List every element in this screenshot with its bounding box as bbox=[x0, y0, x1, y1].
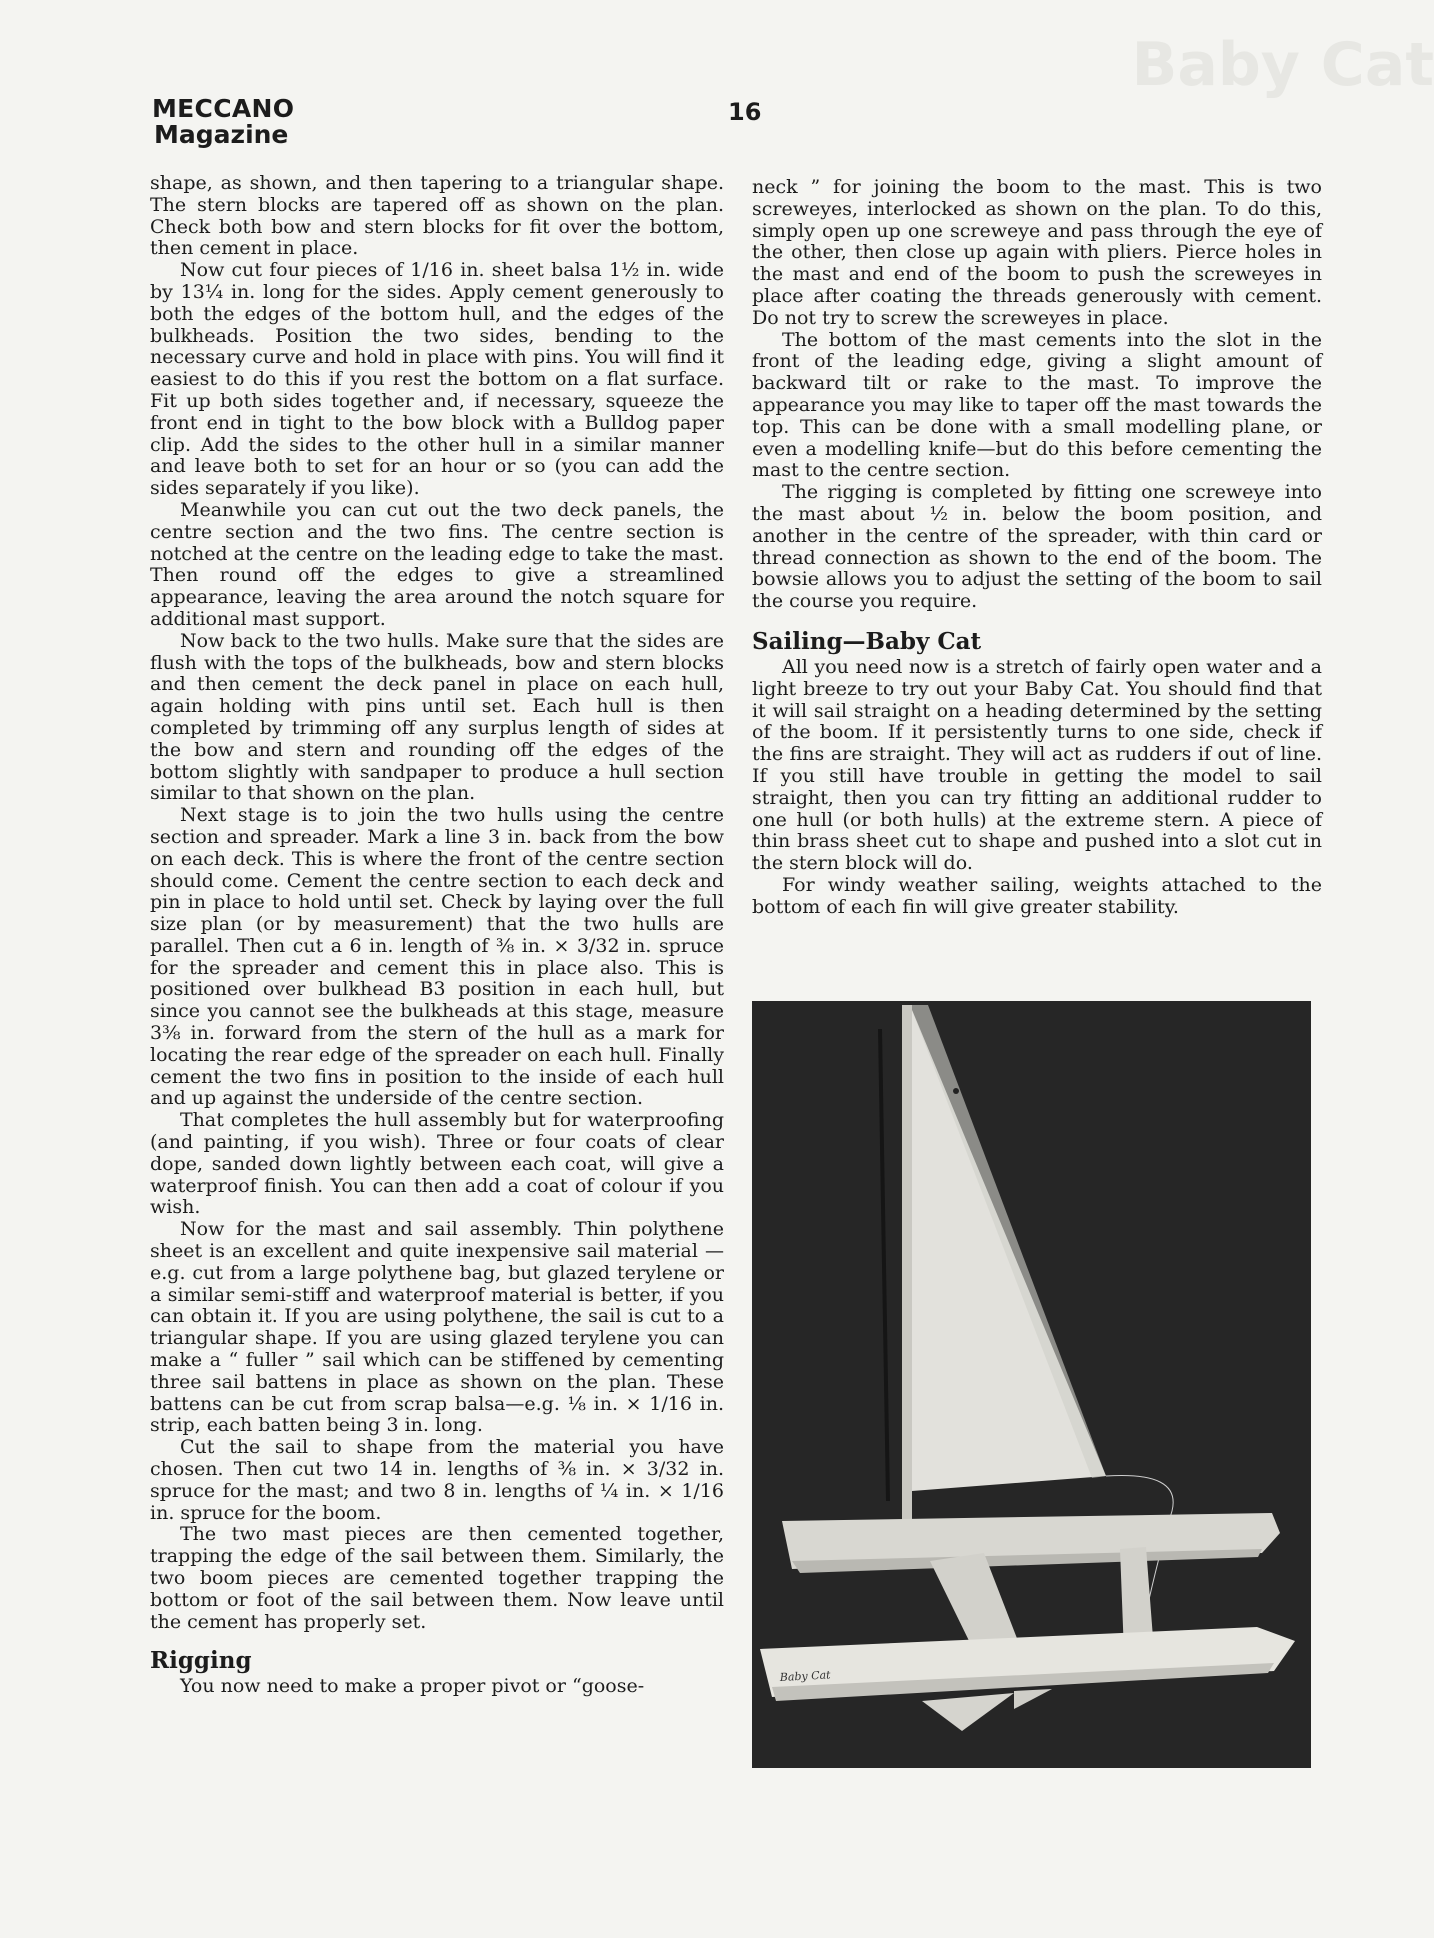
screweye-mark bbox=[953, 1088, 959, 1094]
paragraph: Now cut four pieces of 1/16 in. sheet balsa 1½ in. wide by 13¼ in. long for the sides. Apply cement generously to both the edges of the bottom hull, and the edges of the bulkheads. Position the two sides, bending to the necessary curve and hold in place with pins. You will find it easiest to do this if you rest the bottom on a flat surface. Fit up both sides together and, if necessary, squeeze the front end in tight to the bow block with a Bulldog paper clip. Add the sides to the other hull in a similar manner and leave both to set for an hour or so (you can add the sides separately if you like). bbox=[150, 259, 724, 500]
paragraph: shape, as shown, and then tapering to a triangular shape. The stern blocks are tapered off as shown on the plan. Check both bow and stern blocks for fit over the bottom, then cement in place. bbox=[150, 172, 724, 260]
left-column bbox=[150, 173, 724, 1698]
masthead-subtitle: Magazine bbox=[154, 119, 289, 149]
paragraph: The bottom of the mast cements into the slot in the front of the leading edge, giving a slight amount of backward tilt or rake to the mast. To improve the appearance you may like to taper off the mast towards the top. This can be done with a small modelling plane, or even a modelling knife—but do this before cementing the mast to the centre section. bbox=[752, 328, 1322, 482]
paragraph: The two mast pieces are then cemented together, trapping the edge of the sail between them. Similarly, the two boom pieces are cemented together trapping the bottom or foot of the sail between them. Now leave until the cement has properly set. bbox=[150, 1523, 724, 1633]
paragraph: Now back to the two hulls. Make sure that the sides are flush with the tops of the bulkheads, bow and stern blocks and then cement the deck panel in place on each hull, again holding with pins until set. Each hull is then completed by trimming off any surplus length of sides at the bow and stern and rounding off the edges of the bottom slightly with sandpaper to produce a hull section similar to that shown on the plan. bbox=[150, 629, 724, 805]
section-heading-sailing: Sailing—Baby Cat bbox=[752, 627, 982, 655]
ghost-background-title: Baby Cat bbox=[1131, 30, 1434, 100]
paragraph: You now need to make a proper pivot or “goose- bbox=[180, 1675, 645, 1698]
paragraph: Cut the sail to shape from the material you have chosen. Then cut two 14 in. lengths of ⅜ in. × 3/32 in. spruce for the mast; and two 8 in. lengths of ¼ in. × 1/16 in. spruce for the boom. bbox=[150, 1436, 724, 1524]
paragraph: For windy weather sailing, weights attached to the bottom of each fin will give greater stability. bbox=[752, 873, 1322, 918]
section-heading-rigging: Rigging bbox=[150, 1647, 252, 1675]
paragraph: The rigging is completed by fitting one screweye into the mast about ½ in. below the boom position, and another in the centre of the spreader, with thin card or thread connection as shown to the end of the boom. The bowsie allows you to adjust the setting of the boom to sail the course you require. bbox=[752, 481, 1322, 613]
paragraph: neck ” for joining the boom to the mast. This is two screweyes, interlocked as shown on the plan. To do this, simply open up one screweye and pass through the eye of the other, then close up again with pliers. Pierce holes in the mast and end of the boom to push the screweyes in place after coating the threads generously with cement. Do not try to screw the screweyes in place. bbox=[752, 176, 1322, 329]
boat-photo bbox=[752, 1001, 1311, 1768]
paragraph: That completes the hull assembly but for waterproofing (and painting, if you wish). Three or four coats of clear dope, sanded down lightly between each coat, will give a waterproof finish. You can then add a coat of colour if you wish. bbox=[150, 1109, 724, 1219]
page-number: 16 bbox=[728, 98, 762, 126]
hull-label: Baby Cat bbox=[779, 1668, 831, 1684]
masthead bbox=[152, 96, 294, 147]
paragraph: Next stage is to join the two hulls using the centre section and spreader. Mark a line 3 in. back from the bow on each deck. This is where the front of the centre section should come. Cement the centre section to each deck and pin in place to hold until set. Check by laying over the full size plan (or by measurement) that the two hulls are parallel. Then cut a 6 in. length of ⅜ in. × 3/32 in. spruce for the spreader and cement this in place also. This is positioned over bulkhead B3 position in each hull, but since you cannot see the bulkheads at this stage, measure 3⅜ in. forward from the stern of the hull as a mark for locating the rear edge of the spreader on each hull. Finally cement the two fins in position to the inside of each hull and up against the underside of the centre section. bbox=[150, 804, 724, 1110]
mast bbox=[902, 1005, 912, 1535]
right-column bbox=[752, 177, 1322, 919]
paragraph: All you need now is a stretch of fairly open water and a light breeze to try out your Baby Cat. You should find that it will sail straight on a heading determined by the setting of the boom. If it persistently turns to one side, check if the fins are straight. They will act as rudders if out of line. If you still have trouble in getting the model to sail straight, then you can try fitting an additional rudder to one hull (or both hulls) at the extreme stern. A piece of thin brass sheet cut to shape and pushed into a slot cut in the stern block will do. bbox=[752, 655, 1322, 875]
masthead-title: MECCANO bbox=[152, 94, 295, 123]
paragraph: Meanwhile you can cut out the two deck panels, the centre section and the two fins. The centre section is notched at the centre on the leading edge to take the mast. Then round off the edges to give a streamlined appearance, leaving the area around the notch square for additional mast support. bbox=[150, 498, 724, 630]
boat-photo-drawing bbox=[752, 1001, 1311, 1768]
paragraph: Now for the mast and sail assembly. Thin polythene sheet is an excellent and quite inexpensive sail material —e.g. cut from a large polythene bag, but glazed terylene or a similar semi-stiff and waterproof material is better, if you can obtain it. If you are using polythene, the sail is cut to a triangular shape. If you are using glazed terylene you can make a “ fuller ” sail which can be stiffened by cementing three sail battens in place as shown on the plan. These battens can be cut from scrap balsa—e.g. ⅛ in. × 1/16 in. strip, each batten being 3 in. long. bbox=[150, 1218, 724, 1437]
